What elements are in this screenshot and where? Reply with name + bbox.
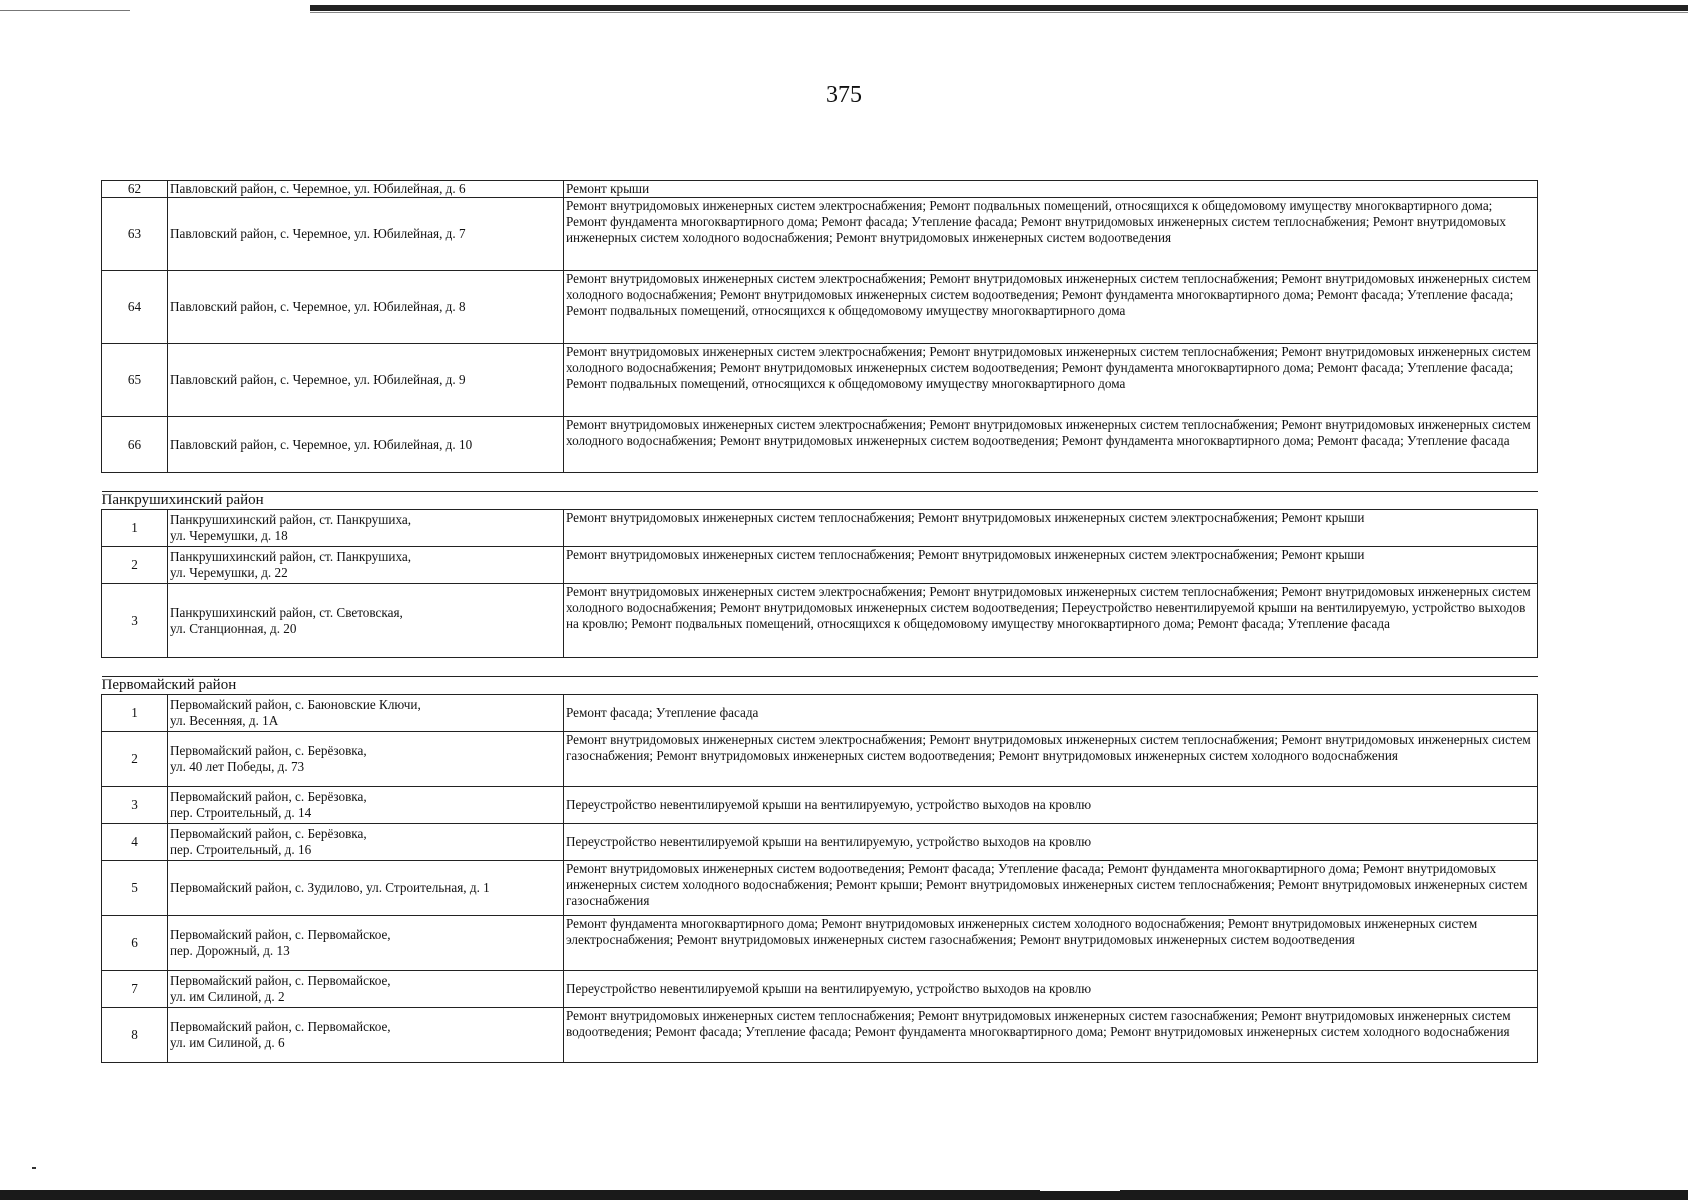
row-number: 2 [102,732,168,787]
table-body [102,181,1538,1063]
scan-edge-gap [1040,1188,1120,1191]
section-spacer [102,658,1538,677]
section-heading-row [102,677,1538,695]
row-number: 1 [102,695,168,732]
row-address: Панкрушихинский район, ст. Панкрушиха, ул. Черемушки, д. 22 [168,547,564,584]
row-number: 66 [102,417,168,473]
row-address: Павловский район, с. Черемное, ул. Юбилейная, д. 7 [168,198,564,271]
row-number: 65 [102,344,168,417]
section-heading: Первомайский район [102,677,1538,695]
row-number: 1 [102,510,168,547]
row-number: 3 [102,584,168,658]
table-row [102,510,1538,547]
row-works: Переустройство невентилируемой крыши на вентилируемую, устройство выходов на кровлю [564,824,1538,861]
row-works: Ремонт фундамента многоквартирного дома; Ремонт внутридомовых инженерных систем холодного водоснабжения; Ремонт внутридомовых инженерных систем электроснабжения; Ремонт внутридомовых инженерных систем газоснабжения; Ремонт внутридомовых инженерных систем водоотведения [564,916,1538,971]
row-address: Первомайский район, с. Баюновские Ключи, ул. Весенняя, д. 1А [168,695,564,732]
scan-edge-bar [0,1190,1688,1200]
table-row [102,971,1538,1008]
row-works: Ремонт внутридомовых инженерных систем электроснабжения; Ремонт подвальных помещений, относящихся к общедомовому имуществу многоквартирного дома; Ремонт фундамента многоквартирного дома; Ремонт фасада; Утепление фасада; Ремонт внутридомовых инженерных систем теплоснабжения; Ремонт внутридомовых инженерных систем холодного водоснабжения; Ремонт внутридомовых инженерных систем водоотведения [564,198,1538,271]
row-number: 7 [102,971,168,1008]
row-address: Павловский район, с. Черемное, ул. Юбилейная, д. 8 [168,271,564,344]
row-address: Павловский район, с. Черемное, ул. Юбилейная, д. 10 [168,417,564,473]
row-works: Ремонт внутридомовых инженерных систем водоотведения; Ремонт фасада; Утепление фасада; Ремонт фундамента многоквартирного дома; Ремонт внутридомовых инженерных систем холодного водоснабжения; Ремонт крыши; Ремонт внутридомовых инженерных систем теплоснабжения; Ремонт внутридомовых инженерных систем газоснабжения [564,861,1538,916]
table-row [102,824,1538,861]
row-works: Ремонт внутридомовых инженерных систем теплоснабжения; Ремонт внутридомовых инженерных систем электроснабжения; Ремонт крыши [564,510,1538,547]
table-row [102,181,1538,198]
row-number: 5 [102,861,168,916]
table-row [102,916,1538,971]
scan-edge-line [310,12,1688,13]
row-address: Первомайский район, с. Первомайское, ул. им Силиной, д. 2 [168,971,564,1008]
row-address: Первомайский район, с. Берёзовка, пер. Строительный, д. 16 [168,824,564,861]
table-row [102,547,1538,584]
row-works: Переустройство невентилируемой крыши на вентилируемую, устройство выходов на кровлю [564,971,1538,1008]
row-works: Ремонт внутридомовых инженерных систем электроснабжения; Ремонт внутридомовых инженерных систем теплоснабжения; Ремонт внутридомовых инженерных систем газоснабжения; Ремонт внутридомовых инженерных систем водоотведения; Ремонт внутридомовых инженерных систем холодного водоснабжения [564,732,1538,787]
table-row [102,584,1538,658]
row-works: Ремонт внутридомовых инженерных систем теплоснабжения; Ремонт внутридомовых инженерных систем газоснабжения; Ремонт внутридомовых инженерных систем водоотведения; Ремонт фасада; Утепление фасада; Ремонт фундамента многоквартирного дома; Ремонт внутридомовых инженерных систем холодного водоснабжения [564,1008,1538,1063]
section-heading-row [102,492,1538,510]
row-address: Первомайский район, с. Первомайское, ул. им Силиной, д. 6 [168,1008,564,1063]
table-row [102,198,1538,271]
table-row [102,271,1538,344]
row-works: Переустройство невентилируемой крыши на вентилируемую, устройство выходов на кровлю [564,787,1538,824]
row-address: Первомайский район, с. Зудилово, ул. Строительная, д. 1 [168,861,564,916]
row-number: 3 [102,787,168,824]
section-spacer [102,473,1538,492]
row-number: 62 [102,181,168,198]
row-number: 2 [102,547,168,584]
table-row [102,1008,1538,1063]
row-number: 63 [102,198,168,271]
row-works: Ремонт внутридомовых инженерных систем электроснабжения; Ремонт внутридомовых инженерных систем теплоснабжения; Ремонт внутридомовых инженерных систем холодного водоснабжения; Ремонт внутридомовых инженерных систем водоотведения; Ремонт фундамента многоквартирного дома; Ремонт фасада; Утепление фасада; Ремонт подвальных помещений, относящихся к общедомовому имуществу многоквартирного дома [564,271,1538,344]
row-works: Ремонт внутридомовых инженерных систем электроснабжения; Ремонт внутридомовых инженерных систем теплоснабжения; Ремонт внутридомовых инженерных систем холодного водоснабжения; Ремонт внутридомовых инженерных систем водоотведения; Ремонт фундамента многоквартирного дома; Ремонт фасада; Утепление фасада [564,417,1538,473]
row-address: Первомайский район, с. Берёзовка, ул. 40 лет Победы, д. 73 [168,732,564,787]
row-address: Павловский район, с. Черемное, ул. Юбилейная, д. 6 [168,181,564,198]
row-address: Первомайский район, с. Берёзовка, пер. Строительный, д. 14 [168,787,564,824]
row-number: 4 [102,824,168,861]
row-address: Панкрушихинский район, ст. Панкрушиха, ул. Черемушки, д. 18 [168,510,564,547]
repair-works-table [101,180,1538,1063]
row-number: 64 [102,271,168,344]
row-address: Панкрушихинский район, ст. Световская, ул. Станционная, д. 20 [168,584,564,658]
section-heading: Панкрушихинский район [102,492,1538,510]
scan-speck [32,1167,36,1169]
row-number: 6 [102,916,168,971]
page-number: 375 [826,82,862,108]
table-row [102,695,1538,732]
table-row [102,861,1538,916]
row-works: Ремонт фасада; Утепление фасада [564,695,1538,732]
row-works: Ремонт крыши [564,181,1538,198]
table-row [102,344,1538,417]
row-works: Ремонт внутридомовых инженерных систем электроснабжения; Ремонт внутридомовых инженерных систем теплоснабжения; Ремонт внутридомовых инженерных систем холодного водоснабжения; Ремонт внутридомовых инженерных систем водоотведения; Переустройство невентилируемой крыши на вентилируемую, устройство выходов на кровлю; Ремонт подвальных помещений, относящихся к общедомовому имуществу многоквартирного дома; Ремонт фасада; Утепление фасада [564,584,1538,658]
table-row [102,732,1538,787]
row-address: Первомайский район, с. Первомайское, пер. Дорожный, д. 13 [168,916,564,971]
row-works: Ремонт внутридомовых инженерных систем электроснабжения; Ремонт внутридомовых инженерных систем теплоснабжения; Ремонт внутридомовых инженерных систем холодного водоснабжения; Ремонт внутридомовых инженерных систем водоотведения; Ремонт фундамента многоквартирного дома; Ремонт фасада; Утепление фасада; Ремонт подвальных помещений, относящихся к общедомовому имуществу многоквартирного дома [564,344,1538,417]
scan-edge-line [0,10,130,11]
row-address: Павловский район, с. Черемное, ул. Юбилейная, д. 9 [168,344,564,417]
row-number: 8 [102,1008,168,1063]
scan-edge-bar [310,5,1688,11]
table-row [102,417,1538,473]
row-works: Ремонт внутридомовых инженерных систем теплоснабжения; Ремонт внутридомовых инженерных систем электроснабжения; Ремонт крыши [564,547,1538,584]
table-row [102,787,1538,824]
